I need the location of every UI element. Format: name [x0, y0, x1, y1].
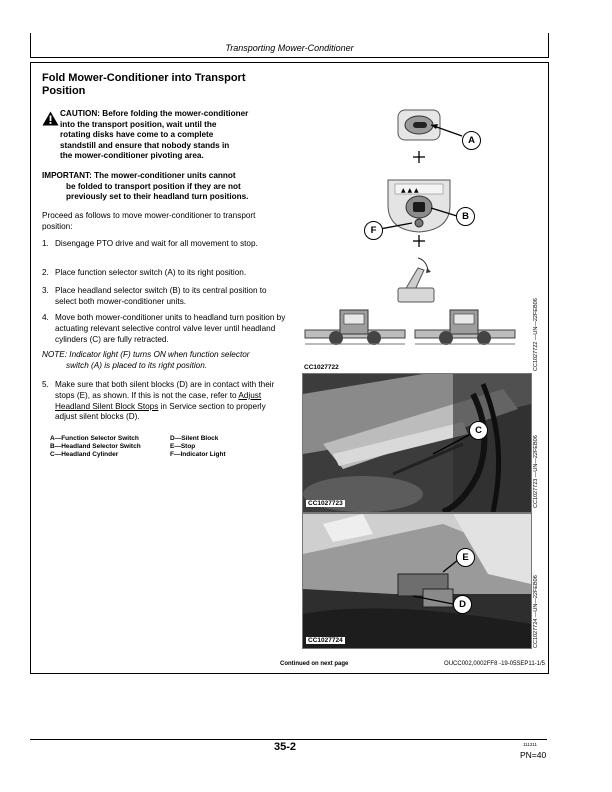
step-item [42, 286, 282, 308]
continued-note: Continued on next page [280, 661, 349, 667]
cylinder-photo-illustration [303, 374, 531, 512]
legend-item: A—Function Selector Switch [50, 435, 139, 442]
step-text-part: in Service section to properly adjust silent blocks (D). [55, 401, 266, 422]
caution-message [60, 109, 285, 162]
important-line: previously set to their headland turn positions. [66, 192, 249, 201]
silent-block-photo-illustration [303, 514, 531, 648]
figure-label: CC1027722 [304, 364, 339, 371]
step-number: 1. [42, 239, 49, 248]
callout-e: E [456, 548, 475, 567]
legend-left [50, 435, 170, 459]
photo-headland-cylinder [302, 373, 532, 513]
figure-label: CC1027724 [308, 637, 343, 644]
step-item [42, 313, 287, 345]
legend-item: C—Headland Cylinder [50, 451, 119, 458]
important-message [42, 171, 287, 203]
callout-b: B [456, 207, 475, 226]
step-text: Disengage PTO drive and wait for all movement to stop. [55, 239, 258, 248]
step-text: Move both mower-conditioner units to headland turn position by actuating relevant selective control valve lever until headland cylinders (C) are fully retracted. [55, 313, 286, 344]
caution-line: CAUTION: Before folding the mower-conditioner [60, 109, 249, 118]
step-text [42, 380, 287, 423]
pn-number: PN=40 [520, 750, 547, 760]
note-line: NOTE: Indicator light (F) turns ON when function selector [42, 350, 250, 359]
step-item [42, 380, 287, 423]
warning-triangle-icon [42, 111, 59, 126]
legend-item: D—Silent Block [170, 435, 219, 442]
figure-label: CC1027723 [308, 500, 343, 507]
callout-c: C [469, 421, 488, 440]
important-line: IMPORTANT: The mower-conditioner units cannot [42, 171, 236, 180]
switch-panel-illustration [300, 100, 525, 365]
tractor-right-drawing [415, 310, 515, 345]
legend-item: E—Stop [170, 443, 196, 450]
figure-side-id: CC1027722 —UN—22FEB06 [533, 298, 539, 371]
callout-d: D [453, 595, 472, 614]
footer-small-code: 111211 [523, 742, 538, 747]
callout-a: A [462, 131, 481, 150]
step-item [42, 239, 280, 250]
page-header-title: Transporting Mower-Conditioner [225, 43, 354, 53]
step-number: 4. [42, 313, 49, 322]
section-title: Fold Mower-Conditioner into Transport Position [42, 72, 246, 97]
page-number: 35-2 [273, 741, 297, 753]
step-text: Place headland selector switch (B) to its central position to select both mower-conditioner units. [55, 286, 267, 306]
document-reference: OUCC002,0002FF8 -19-05SEP11-1/5 [444, 661, 545, 667]
note-line: switch (A) is placed to its right position. [66, 360, 208, 370]
caution-line: into the transport position, wait until the [60, 119, 217, 129]
step-text: Place function selector switch (A) to its right position. [55, 268, 247, 277]
step-item [42, 268, 287, 279]
step-number: 3. [42, 286, 49, 295]
tractor-left-drawing [305, 310, 405, 345]
photo-silent-blocks [302, 513, 532, 649]
caution-line: rotating disks have come to a complete [60, 130, 214, 139]
adjust-silent-block-link[interactable]: Adjust Headland Silent Block Stops [55, 390, 262, 411]
step-number: 5. [42, 380, 49, 389]
legend-right [170, 435, 260, 459]
step-text-part: Make sure that both silent blocks (D) are in contact with their stops (E), as shown. If this is not the case, refer to [55, 380, 275, 400]
note-message [42, 350, 292, 372]
step-number: 2. [42, 268, 49, 277]
footer-divider [30, 739, 547, 740]
caution-line: the mower-conditioner pivoting area. [60, 151, 204, 160]
caution-line: standstill and ensure that nobody stands in [60, 140, 230, 150]
important-line: be folded to transport position if they are not [66, 181, 241, 191]
svg-text:▲ ▲ ▲: ▲ ▲ ▲ [401, 187, 419, 194]
legend-item: F—Indicator Light [170, 451, 226, 458]
figure-side-id: CC1027724 —UN—22FEB06 [533, 575, 539, 648]
legend-item: B—Headland Selector Switch [50, 443, 141, 450]
intro-paragraph: Proceed as follows to move mower-conditioner to transport position: [42, 211, 256, 231]
figure-switches-and-tractors [300, 100, 525, 365]
callout-f: F [364, 221, 383, 240]
figure-side-id: CC1027723 —UN—22FEB06 [533, 435, 539, 508]
